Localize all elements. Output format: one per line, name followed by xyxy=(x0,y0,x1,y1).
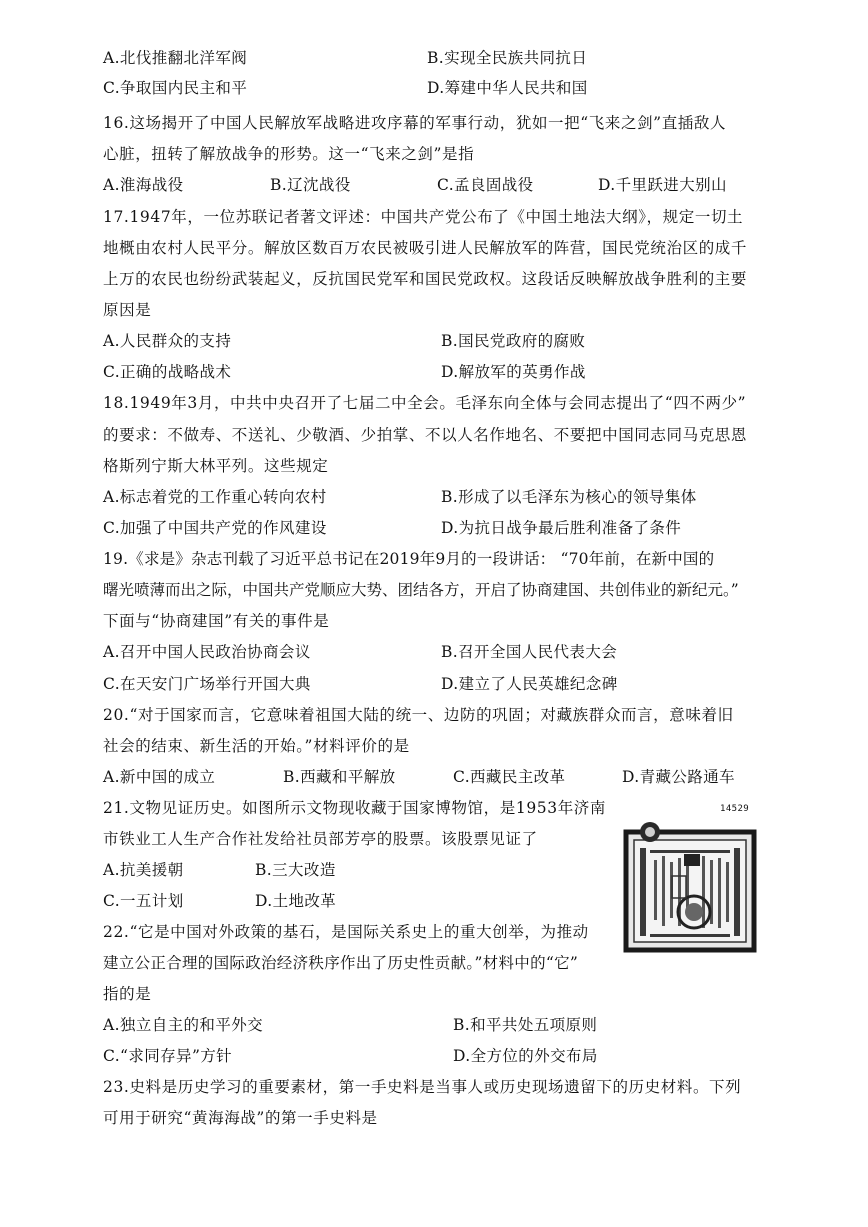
q19-stem-line-1: 19.《求是》杂志刊载了习近平总书记在2019年9月的一段讲话： “70年前，在新中国的 xyxy=(103,550,715,568)
q18-stem-line-3: 格斯列宁斯大林平列。这些规定 xyxy=(103,457,329,475)
q20-option-c: C.西藏民主改革 xyxy=(453,768,566,786)
q22-option-b: B.和平共处五项原则 xyxy=(453,1016,598,1034)
q15-option-a: A.北伐推翻北洋军阀 xyxy=(103,49,248,67)
q16-option-c: C.孟良固战役 xyxy=(437,176,534,194)
q21-option-d: D.土地改革 xyxy=(255,892,337,910)
q18-stem-line-1: 18.1949年3月，中共中央召开了七届二中全会。毛泽东向全体与会同志提出了“四不两少” xyxy=(103,394,747,412)
q20-option-d: D.青藏公路通车 xyxy=(622,768,736,786)
q16-stem-line-1: 16.这场揭开了中国人民解放军战略进攻序幕的军事行动，犹如一把“飞来之剑”直插敌人 xyxy=(103,114,727,132)
q19-option-d: D.建立了人民英雄纪念碑 xyxy=(441,675,618,693)
q21-stem-line-2: 市铁业工人生产合作社发给社员部芳亭的股票。该股票见证了 xyxy=(103,830,538,848)
q20-option-b: B.西藏和平解放 xyxy=(283,768,396,786)
q20-stem-line-2: 社会的结束、新生活的开始。”材料评价的是 xyxy=(103,737,410,755)
q17-stem-line-2: 地概由农村人民平分。解放区数百万农民被吸引进人民解放军的阵营，国民党统治区的成千 xyxy=(103,239,748,257)
q19-stem-line-3: 下面与“协商建国”有关的事件是 xyxy=(103,612,330,630)
q17-stem-line-1: 17.1947年，一位苏联记者著文评述：中国共产党公布了《中国土地法大纲》，规定一切土 xyxy=(103,208,744,226)
q20-stem-line-1: 20.“对于国家而言，它意味着祖国大陆的统一、边防的巩固；对藏族群众而言，意味着旧 xyxy=(103,706,734,724)
q15-option-d: D.筹建中华人民共和国 xyxy=(427,79,588,97)
q18-option-c: C.加强了中国共产党的作风建设 xyxy=(103,519,327,537)
q17-stem-line-4: 原因是 xyxy=(103,301,152,319)
q19-option-b: B.召开全国人民代表大会 xyxy=(441,643,618,661)
stock-corner-number: 14529 xyxy=(720,804,750,814)
q15-option-b: B.实现全民族共同抗日 xyxy=(427,49,588,67)
q21-stem-line-1: 21.文物见证历史。如图所示文物现收藏于国家博物馆，是1953年济南 xyxy=(103,799,606,817)
q16-option-a: A.淮海战役 xyxy=(103,176,184,194)
q21-option-a: A.抗美援朝 xyxy=(103,861,184,879)
q23-stem-line-1: 23.史料是历史学习的重要素材，第一手史料是当事人或历史现场遗留下的历史材料。下列 xyxy=(103,1078,742,1096)
q17-option-d: D.解放军的英勇作战 xyxy=(441,363,586,381)
q17-option-c: C.正确的战略战术 xyxy=(103,363,232,381)
q16-option-b: B.辽沈战役 xyxy=(270,176,351,194)
q20-option-a: A.新中国的成立 xyxy=(103,768,216,786)
q19-option-c: C.在天安门广场举行开国大典 xyxy=(103,675,311,693)
q21-option-b: B.三大改造 xyxy=(255,861,336,879)
q18-option-b: B.形成了以毛泽东为核心的领导集体 xyxy=(441,488,697,506)
q22-option-c: C.“求同存异”方针 xyxy=(103,1047,233,1065)
q22-stem-line-2: 建立公正合理的国际政治经济秩序作出了历史性贡献。”材料中的“它” xyxy=(103,954,579,972)
q22-option-a: A.独立自主的和平外交 xyxy=(103,1016,264,1034)
q18-option-a: A.标志着党的工作重心转向农村 xyxy=(103,488,327,506)
q17-option-b: B.国民党政府的腐败 xyxy=(441,332,586,350)
q18-option-d: D.为抗日战争最后胜利准备了条件 xyxy=(441,519,682,537)
q23-stem-line-2: 可用于研究“黄海海战”的第一手史料是 xyxy=(103,1109,378,1127)
q16-option-d: D.千里跃进大别山 xyxy=(598,176,727,194)
q17-option-a: A.人民群众的支持 xyxy=(103,332,232,350)
q22-stem-line-3: 指的是 xyxy=(103,985,152,1003)
q19-option-a: A.召开中国人民政治协商会议 xyxy=(103,643,311,661)
q19-stem-line-2: 曙光喷薄而出之际，中国共产党顺应大势、团结各方，开启了协商建国、共创伟业的新纪元。” xyxy=(103,581,739,599)
q18-stem-line-2: 的要求：不做寿、不送礼、少敬酒、少拍掌、不以人名作地名、不要把中国同志同马克思恩 xyxy=(103,426,748,444)
q16-stem-line-2: 心脏，扭转了解放战争的形势。这一“飞来之剑”是指 xyxy=(103,145,475,163)
q21-option-c: C.一五计划 xyxy=(103,892,184,910)
q22-stem-line-1: 22.“它是中国对外政策的基石，是国际关系史上的重大创举，为推动 xyxy=(103,923,589,941)
q17-stem-line-3: 上万的农民也纷纷武装起义，反抗国民党军和国民党政权。这段话反映解放战争胜利的主要 xyxy=(103,270,748,288)
stock-certificate-image xyxy=(620,818,760,953)
q15-option-c: C.争取国内民主和平 xyxy=(103,79,248,97)
q22-option-d: D.全方位的外交布局 xyxy=(453,1047,598,1065)
